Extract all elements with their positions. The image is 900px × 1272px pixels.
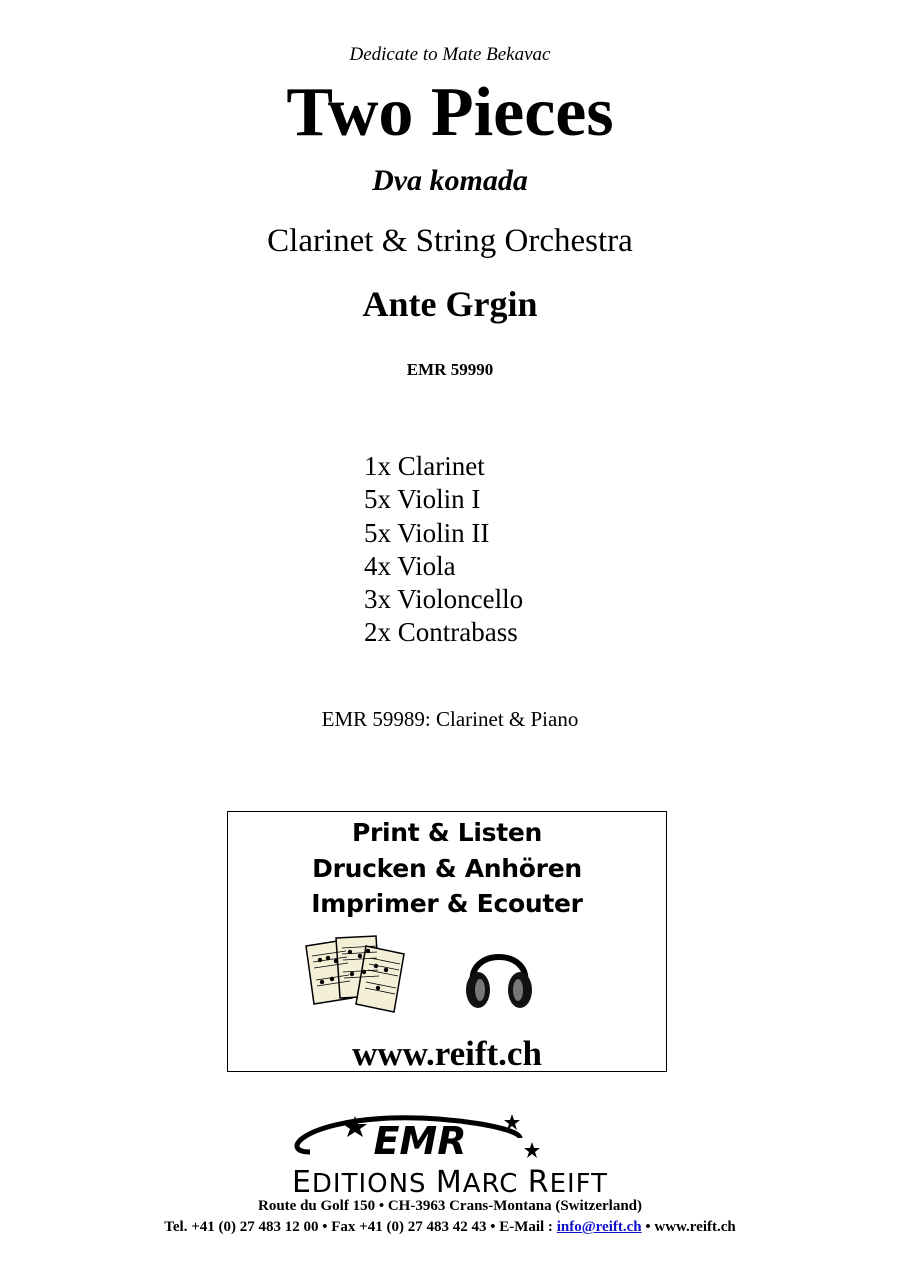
emr-logo <box>250 1108 580 1169</box>
catalog-number: EMR 59990 <box>406 360 494 379</box>
contact-line <box>0 1219 900 1236</box>
website-url[interactable]: www.reift.ch <box>352 1034 542 1073</box>
part-item: 3x Violoncello <box>364 584 524 615</box>
part-item: 5x Violin I <box>364 484 481 515</box>
promo-line-english: Print & Listen <box>351 818 543 847</box>
contact-prefix: Tel. +41 (0) 27 483 12 00 • Fax +41 (0) 27 483 42 43 • E-Mail : <box>164 1219 557 1235</box>
dedication: Dedicate to Mate Bekavac <box>349 44 551 65</box>
part-item: 5x Violin II <box>364 517 490 548</box>
publisher-address: Route du Golf 150 • CH-3963 Crans-Montana (Switzerland) <box>258 1198 642 1214</box>
contact-suffix: • www.reift.ch <box>641 1219 736 1235</box>
related-edition: EMR 59989: Clarinet & Piano <box>321 707 579 731</box>
part-item: 2x Contrabass <box>364 617 518 648</box>
promo-line-german: Drucken & Anhören <box>312 854 582 883</box>
publisher-name: EDITIONS MARC REIFT <box>291 1165 609 1200</box>
logo-text: EMR <box>373 1119 467 1163</box>
part-item: 4x Viola <box>364 550 456 581</box>
parts-list <box>364 450 523 650</box>
email-link[interactable]: info@reift.ch <box>556 1219 642 1235</box>
subtitle: Dva komada <box>372 164 528 197</box>
instrumentation: Clarinet & String Orchestra <box>267 223 633 259</box>
promo-line-french: Imprimer & Ecouter <box>311 889 583 918</box>
print-listen-box <box>227 811 667 1072</box>
sheet-music-icon <box>300 932 412 1019</box>
composer-name: Ante Grgin <box>362 284 538 324</box>
page-title: Two Pieces <box>286 74 614 151</box>
headphones-icon <box>463 934 535 1017</box>
part-item: 1x Clarinet <box>364 451 485 481</box>
